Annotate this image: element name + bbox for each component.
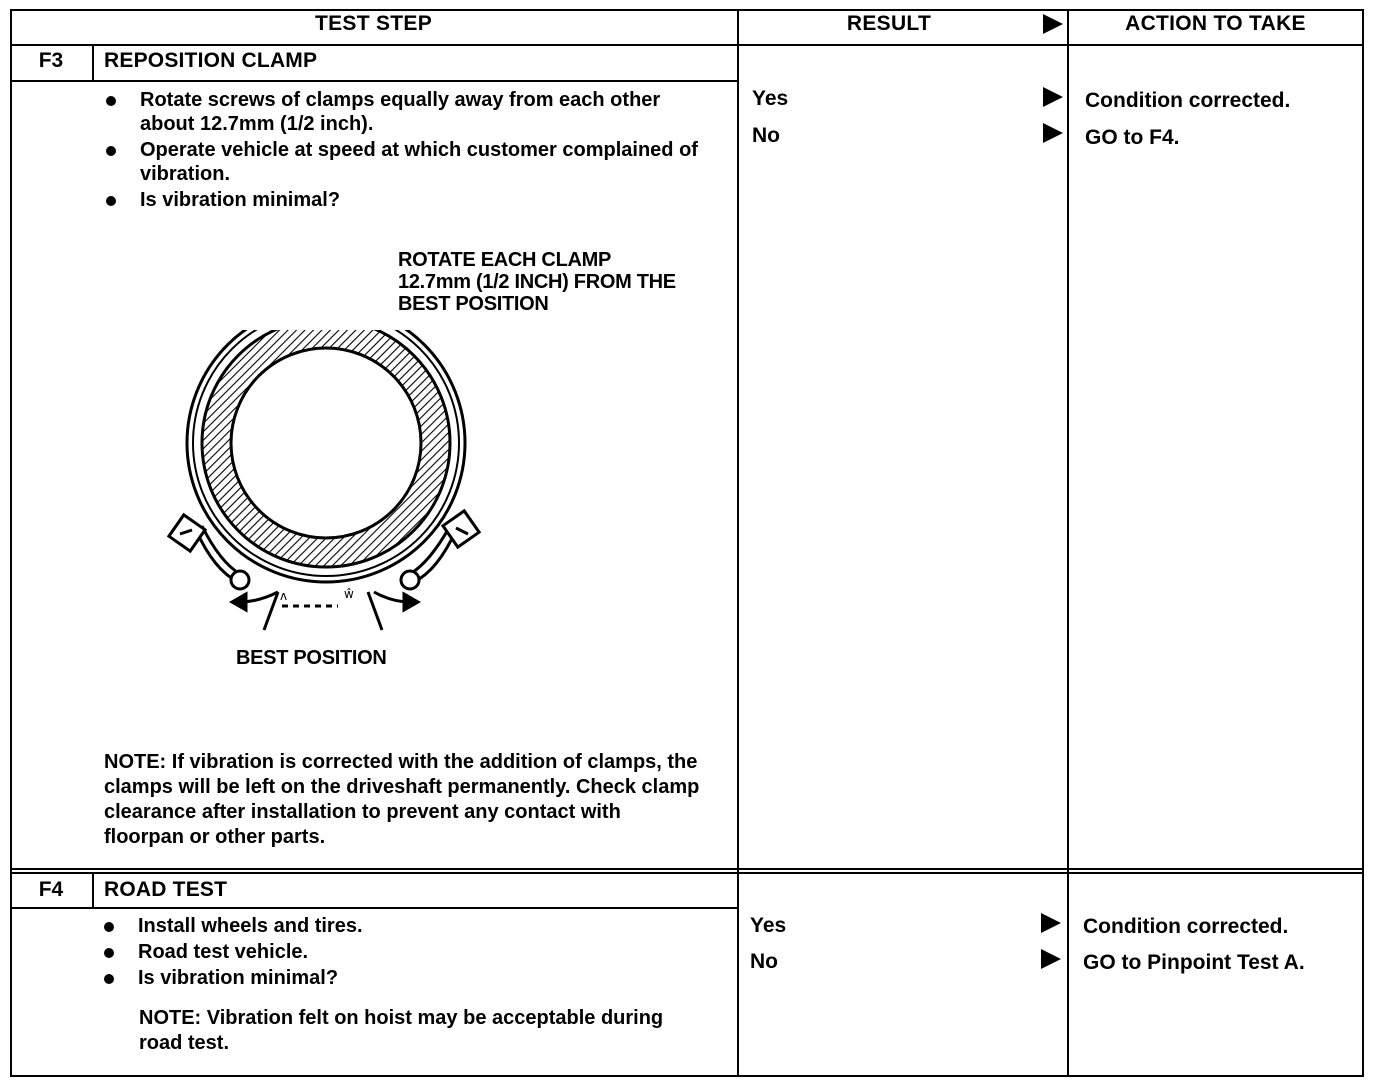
header-test-step: TEST STEP xyxy=(314,12,433,35)
f3-action-yes: Condition corrected. xyxy=(1085,89,1291,112)
f4-action-yes: Condition corrected. xyxy=(1083,915,1289,938)
f4-yes-arrow-icon xyxy=(1041,913,1061,933)
f3-id-divider xyxy=(92,44,94,82)
f4-bullet-list xyxy=(102,914,702,992)
f3-no-arrow-icon xyxy=(1043,123,1063,143)
list-item: Is vibration minimal? xyxy=(104,188,704,212)
list-item: Operate vehicle at speed at which customer complained of vibration. xyxy=(104,138,704,186)
rotation-arrows-icon xyxy=(232,587,418,630)
table-border-bottom xyxy=(10,1075,1364,1077)
clamp-diagram xyxy=(160,330,500,640)
table-border-right xyxy=(1362,9,1364,1077)
step-title-f4: ROAD TEST xyxy=(104,878,228,901)
list-item: Install wheels and tires. xyxy=(102,914,702,938)
table-border-left xyxy=(10,9,12,1077)
step-id-f3: F3 xyxy=(38,49,64,72)
column-divider-result xyxy=(737,9,739,1077)
f4-action-no: GO to Pinpoint Test A. xyxy=(1083,951,1305,974)
f3-result-yes: Yes xyxy=(752,87,789,110)
f4-title-divider xyxy=(10,907,739,909)
svg-text:ŵ: ŵ xyxy=(344,587,354,601)
f3-action-no: GO to F4. xyxy=(1085,126,1180,149)
figure-label-best-position: BEST POSITION xyxy=(236,647,387,669)
f3-yes-arrow-icon xyxy=(1043,87,1063,107)
f4-result-no: No xyxy=(750,950,778,973)
f3-title-divider xyxy=(10,80,739,82)
list-item: Road test vehicle. xyxy=(102,940,702,964)
figure-callout: ROTATE EACH CLAMP 12.7mm (1/2 INCH) FROM THE BEST POSITION xyxy=(398,249,676,315)
header-action: ACTION TO TAKE xyxy=(1125,12,1306,35)
driveshaft-icon xyxy=(187,330,465,582)
header-divider xyxy=(10,44,1364,46)
step-divider-1 xyxy=(10,868,1364,870)
f3-note: NOTE: If vibration is corrected with the addition of clamps, the clamps will be left on the driveshaft permanently. Check clamp clearance after installation to prevent any contact with floorpan or other parts. xyxy=(104,751,700,848)
step-id-f4: F4 xyxy=(38,878,64,901)
f4-result-yes: Yes xyxy=(750,914,787,937)
list-item: Is vibration minimal? xyxy=(102,966,702,990)
header-arrow-icon xyxy=(1043,14,1063,34)
list-item: Rotate screws of clamps equally away from each other about 12.7mm (1/2 inch). xyxy=(104,88,704,136)
table-border-top xyxy=(10,9,1364,11)
f3-result-no: No xyxy=(752,124,780,147)
step-title-f3: REPOSITION CLAMP xyxy=(104,49,318,72)
svg-text:ʌ: ʌ xyxy=(280,589,288,603)
step-divider-2 xyxy=(10,872,1364,874)
f3-bullet-list xyxy=(104,88,704,214)
column-divider-action xyxy=(1067,9,1069,1077)
f4-note: NOTE: Vibration felt on hoist may be acceptable during road test. xyxy=(139,1007,664,1054)
header-result: RESULT xyxy=(846,12,932,35)
f4-no-arrow-icon xyxy=(1041,949,1061,969)
f4-id-divider xyxy=(92,872,94,909)
